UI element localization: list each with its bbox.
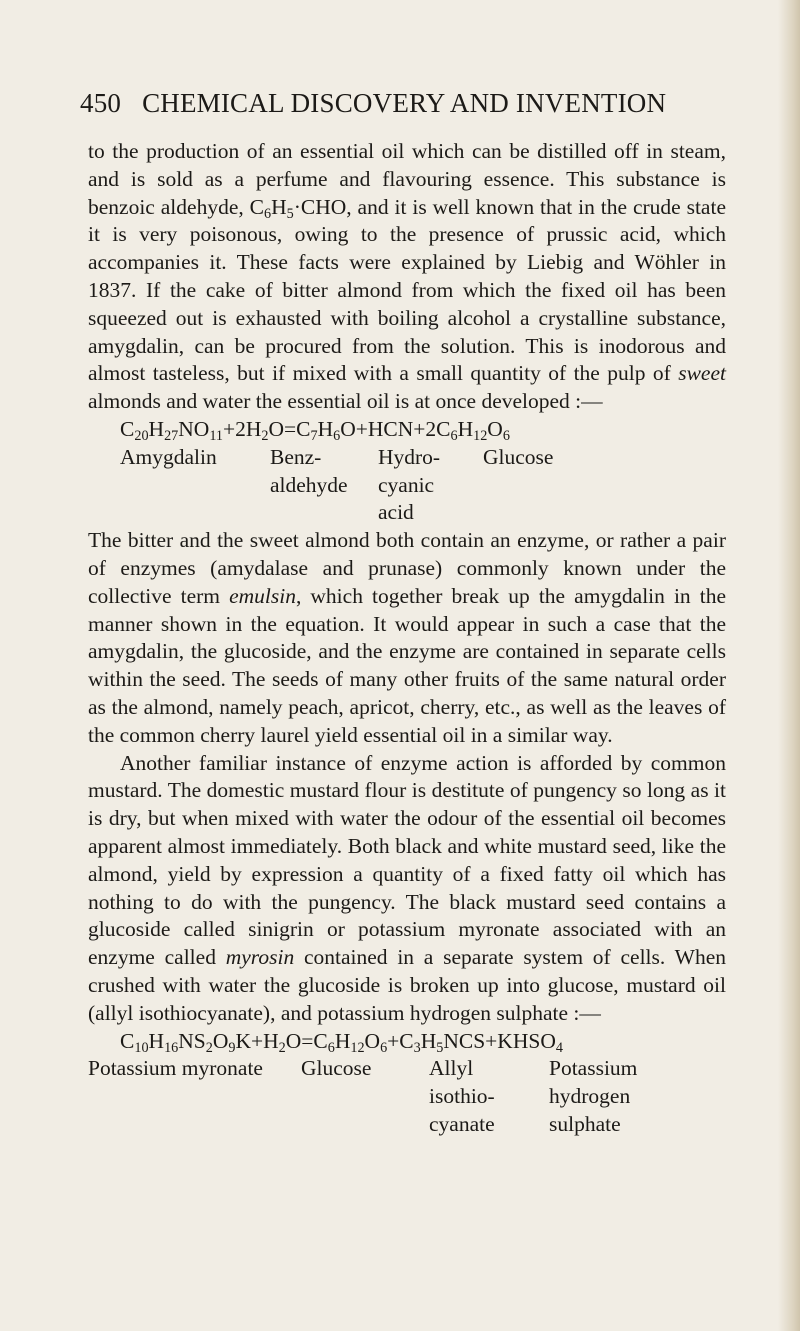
formula-subscript: 12 bbox=[473, 427, 488, 444]
running-title: CHEMICAL DISCOVERY AND INVENTION bbox=[142, 88, 667, 118]
formula-text: O bbox=[487, 416, 503, 441]
formula-subscript: 27 bbox=[164, 427, 179, 444]
formula-subscript: 6 bbox=[450, 427, 458, 444]
equation-labels bbox=[88, 444, 726, 527]
paragraph-emulsin: The bitter and the sweet almond both contain an enzyme, or rather a pair of enzymes (amydalase and prunase) commonly known under the collective term emulsin, which together break up the amygdalin in the manner shown in the equation. It would appear in such a case that the amygdalin, the glucoside, and the enzyme are contained in separate cells within the seed. The seeds of many other fruits of the same natural order as the almond, namely peach, apricot, cherry, etc., as well as the leaves of the common cherry laurel yield essential oil in a similar way. bbox=[88, 528, 726, 747]
formula-subscript: 2 bbox=[278, 1039, 286, 1056]
formula-subscript: 20 bbox=[134, 427, 149, 444]
equation-formula bbox=[88, 416, 726, 444]
formula-subscript: 6 bbox=[502, 427, 510, 444]
formula-subscript: 3 bbox=[413, 1039, 421, 1056]
formula-subscript: 16 bbox=[164, 1039, 179, 1056]
emphasis-emulsin: emulsin bbox=[229, 583, 296, 608]
label-allyl-isothiocyanate: Allyl isothio- cyanate bbox=[429, 1056, 495, 1136]
equation-formula bbox=[88, 1028, 726, 1056]
paragraph-benzoic-aldehyde: to the production of an essential oil which can be distilled off in steam, and is sold as a perfume and flavouring essence. This substance is benzoic aldehyde, $C_6H_5\cdot CHO$, and it is well known that in the crude state it is very poisonous, owing to the presence of prussic acid, which accompanies it. These facts were explained by Liebig and Wöhler in 1837. If the cake of bitter almond from which the fixed oil has been squeezed out is exhausted with boiling alcohol a crystalline substance, amygdalin, can be procured from the solution. This is inodorous and almost tasteless, but if mixed with a small quantity of the pulp of sweet almonds and water the essential oil is at once developed :— bbox=[88, 139, 726, 414]
equation-labels bbox=[88, 1055, 726, 1138]
formula-subscript: 10 bbox=[134, 1039, 149, 1056]
formula-text: NCS+KHSO bbox=[443, 1028, 556, 1053]
formula-text: H bbox=[334, 1028, 351, 1053]
running-header bbox=[80, 88, 720, 119]
formula-subscript: 4 bbox=[555, 1039, 563, 1056]
label-potassium-hydrogen-sulphate: Potassium hydrogen sulphate bbox=[549, 1056, 638, 1136]
equation-myronate bbox=[88, 1028, 726, 1139]
formula-text: +C bbox=[387, 1028, 414, 1053]
formula-text: O=C bbox=[285, 1028, 328, 1053]
page-body bbox=[88, 138, 726, 1139]
formula-text: H bbox=[148, 416, 165, 441]
paragraph-mustard: Another familiar instance of enzyme action is afforded by common mustard. The domestic mustard flour is destitute of pungency so long as it is dry, but when mixed with water the odour of the essential oil becomes apparent almost immediately. Both black and white mustard seed, like the almond, yield by expression a quantity of a fixed fatty oil which has nothing to do with the pungency. The black mustard seed contains a glucoside called sinigrin or potassium myronate associated with an enzyme called myrosin contained in a separate system of cells. When crushed with water the glucoside is broken up into glucose, mustard oil (allyl isothiocyanate), and potassium hydrogen sulphate :— bbox=[88, 750, 726, 1025]
formula-subscript: 5 bbox=[436, 1039, 444, 1056]
label-benzaldehyde: Benz- aldehyde bbox=[270, 444, 348, 497]
label-potassium-myronate: Potassium myronate bbox=[88, 1056, 263, 1081]
formula-text: O=C bbox=[268, 416, 311, 441]
formula-subscript: 2 bbox=[205, 1039, 213, 1056]
formula-text: C bbox=[120, 1028, 135, 1053]
label-amygdalin: Amygdalin bbox=[120, 444, 217, 469]
emphasis-sweet: sweet bbox=[678, 361, 726, 386]
formula-text: K+H bbox=[235, 1028, 279, 1053]
label-glucose: Glucose bbox=[301, 1056, 372, 1081]
formula-subscript: 11 bbox=[209, 427, 223, 444]
formula-text: C bbox=[120, 416, 135, 441]
formula-text: O+HCN+2C bbox=[340, 416, 451, 441]
formula-text: H bbox=[457, 416, 474, 441]
equation-amygdalin bbox=[88, 416, 726, 527]
formula-subscript: 9 bbox=[228, 1039, 236, 1056]
label-glucose: Glucose bbox=[483, 444, 554, 469]
page-edge-shadow bbox=[778, 0, 800, 1331]
formula-text: NS bbox=[178, 1028, 206, 1053]
formula-text: +2H bbox=[222, 416, 262, 441]
label-hydrocyanic-acid: Hydro- cyanic acid bbox=[378, 444, 441, 525]
formula-subscript: 6 bbox=[327, 1039, 335, 1056]
emphasis-myrosin: myrosin bbox=[225, 945, 295, 970]
formula-subscript: 6 bbox=[333, 427, 341, 444]
formula-subscript: 12 bbox=[350, 1039, 365, 1056]
formula-text: H bbox=[148, 1028, 165, 1053]
page-number: 450 bbox=[80, 88, 122, 118]
formula-subscript: 7 bbox=[310, 427, 318, 444]
formula-text: H bbox=[317, 416, 334, 441]
formula-text: O bbox=[364, 1028, 381, 1053]
formula-subscript: 6 bbox=[380, 1039, 388, 1056]
formula-text: H bbox=[420, 1028, 437, 1053]
formula-text: NO bbox=[178, 416, 210, 441]
formula-text: O bbox=[212, 1028, 229, 1053]
formula-subscript: 2 bbox=[261, 427, 269, 444]
